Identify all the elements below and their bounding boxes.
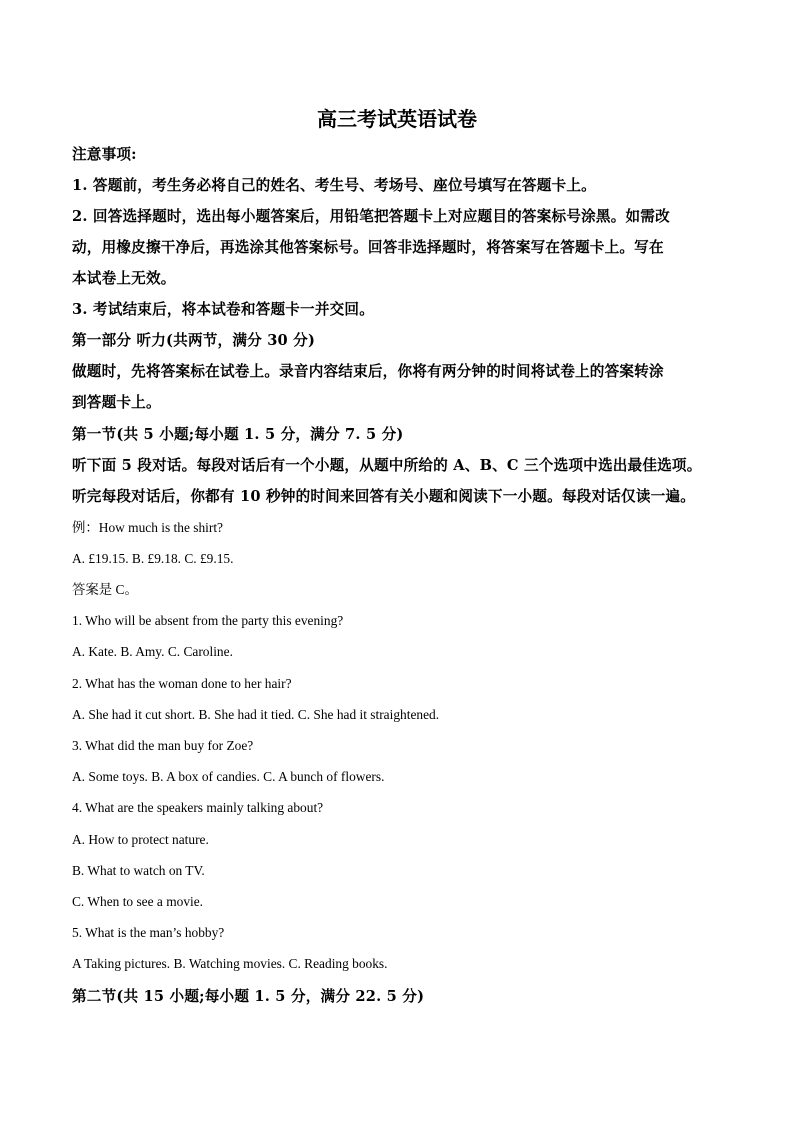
question-2-options: A. She had it cut short. B. She had it tied. C. She had it straightened. (72, 707, 440, 722)
question-1-options: A. Kate. B. Amy. C. Caroline. (72, 644, 233, 659)
section1-heading: 第一节(共 5 小题;每小题 1. 5 分，满分 7. 5 分) (72, 426, 404, 443)
notice-item-1: 1. 答题前，考生务必将自己的姓名、考生号、考场号、座位号填写在答题卡上。 (72, 177, 596, 194)
question-2: 2. What has the woman done to her hair? (72, 676, 292, 691)
section2-heading: 第二节(共 15 小题;每小题 1. 5 分，满分 22. 5 分) (72, 988, 425, 1005)
part1-heading: 第一部分 听力(共两节，满分 30 分) (72, 332, 316, 349)
example-answer: 答案是 C。 (72, 582, 138, 597)
notice-item-2: 2. 回答选择题时，选出每小题答案后，用铅笔把答题卡上对应题目的答案标号涂黑。如需改 (72, 208, 670, 225)
question-4-option-a: A. How to protect nature. (72, 832, 209, 847)
part1-instruction: 到答题卡上。 (72, 394, 161, 411)
question-3-options: A. Some toys. B. A box of candies. C. A bunch of flowers. (72, 769, 385, 784)
notice-item-2-cont: 动，用橡皮擦干净后，再选涂其他答案标号。回答非选择题时，将答案写在答题卡上。写在 (72, 239, 664, 256)
question-4-option-c: C. When to see a movie. (72, 894, 204, 909)
notice-item-2-cont: 本试卷上无效。 (72, 270, 176, 287)
question-5-options: A Taking pictures. B. Watching movies. C. Reading books. (72, 956, 388, 971)
example-question: 例：How much is the shirt? (72, 520, 223, 535)
section1-instruction: 听完每段对话后，你都有 10 秒钟的时间来回答有关小题和阅读下一小题。每段对话仅读一遍。 (72, 488, 696, 505)
question-4-option-b: B. What to watch on TV. (72, 863, 205, 878)
example-options: A. £19.15. B. £9.18. C. £9.15. (72, 551, 234, 566)
notice-item-3: 3. 考试结束后，将本试卷和答题卡一并交回。 (72, 301, 374, 318)
page-title: 高三考试英语试卷 (317, 107, 477, 131)
section1-instruction: 听下面 5 段对话。每段对话后有一个小题，从题中所给的 A、B、C 三个选项中选出最佳选项。 (72, 457, 702, 474)
part1-instruction: 做题时，先将答案标在试卷上。录音内容结束后，你将有两分钟的时间将试卷上的答案转涂 (72, 363, 664, 380)
question-3: 3. What did the man buy for Zoe? (72, 738, 254, 753)
notice-heading: 注意事项: (72, 146, 137, 163)
question-5: 5. What is the man’s hobby? (72, 925, 225, 940)
question-1: 1. Who will be absent from the party this evening? (72, 613, 344, 628)
question-4: 4. What are the speakers mainly talking about? (72, 800, 324, 815)
